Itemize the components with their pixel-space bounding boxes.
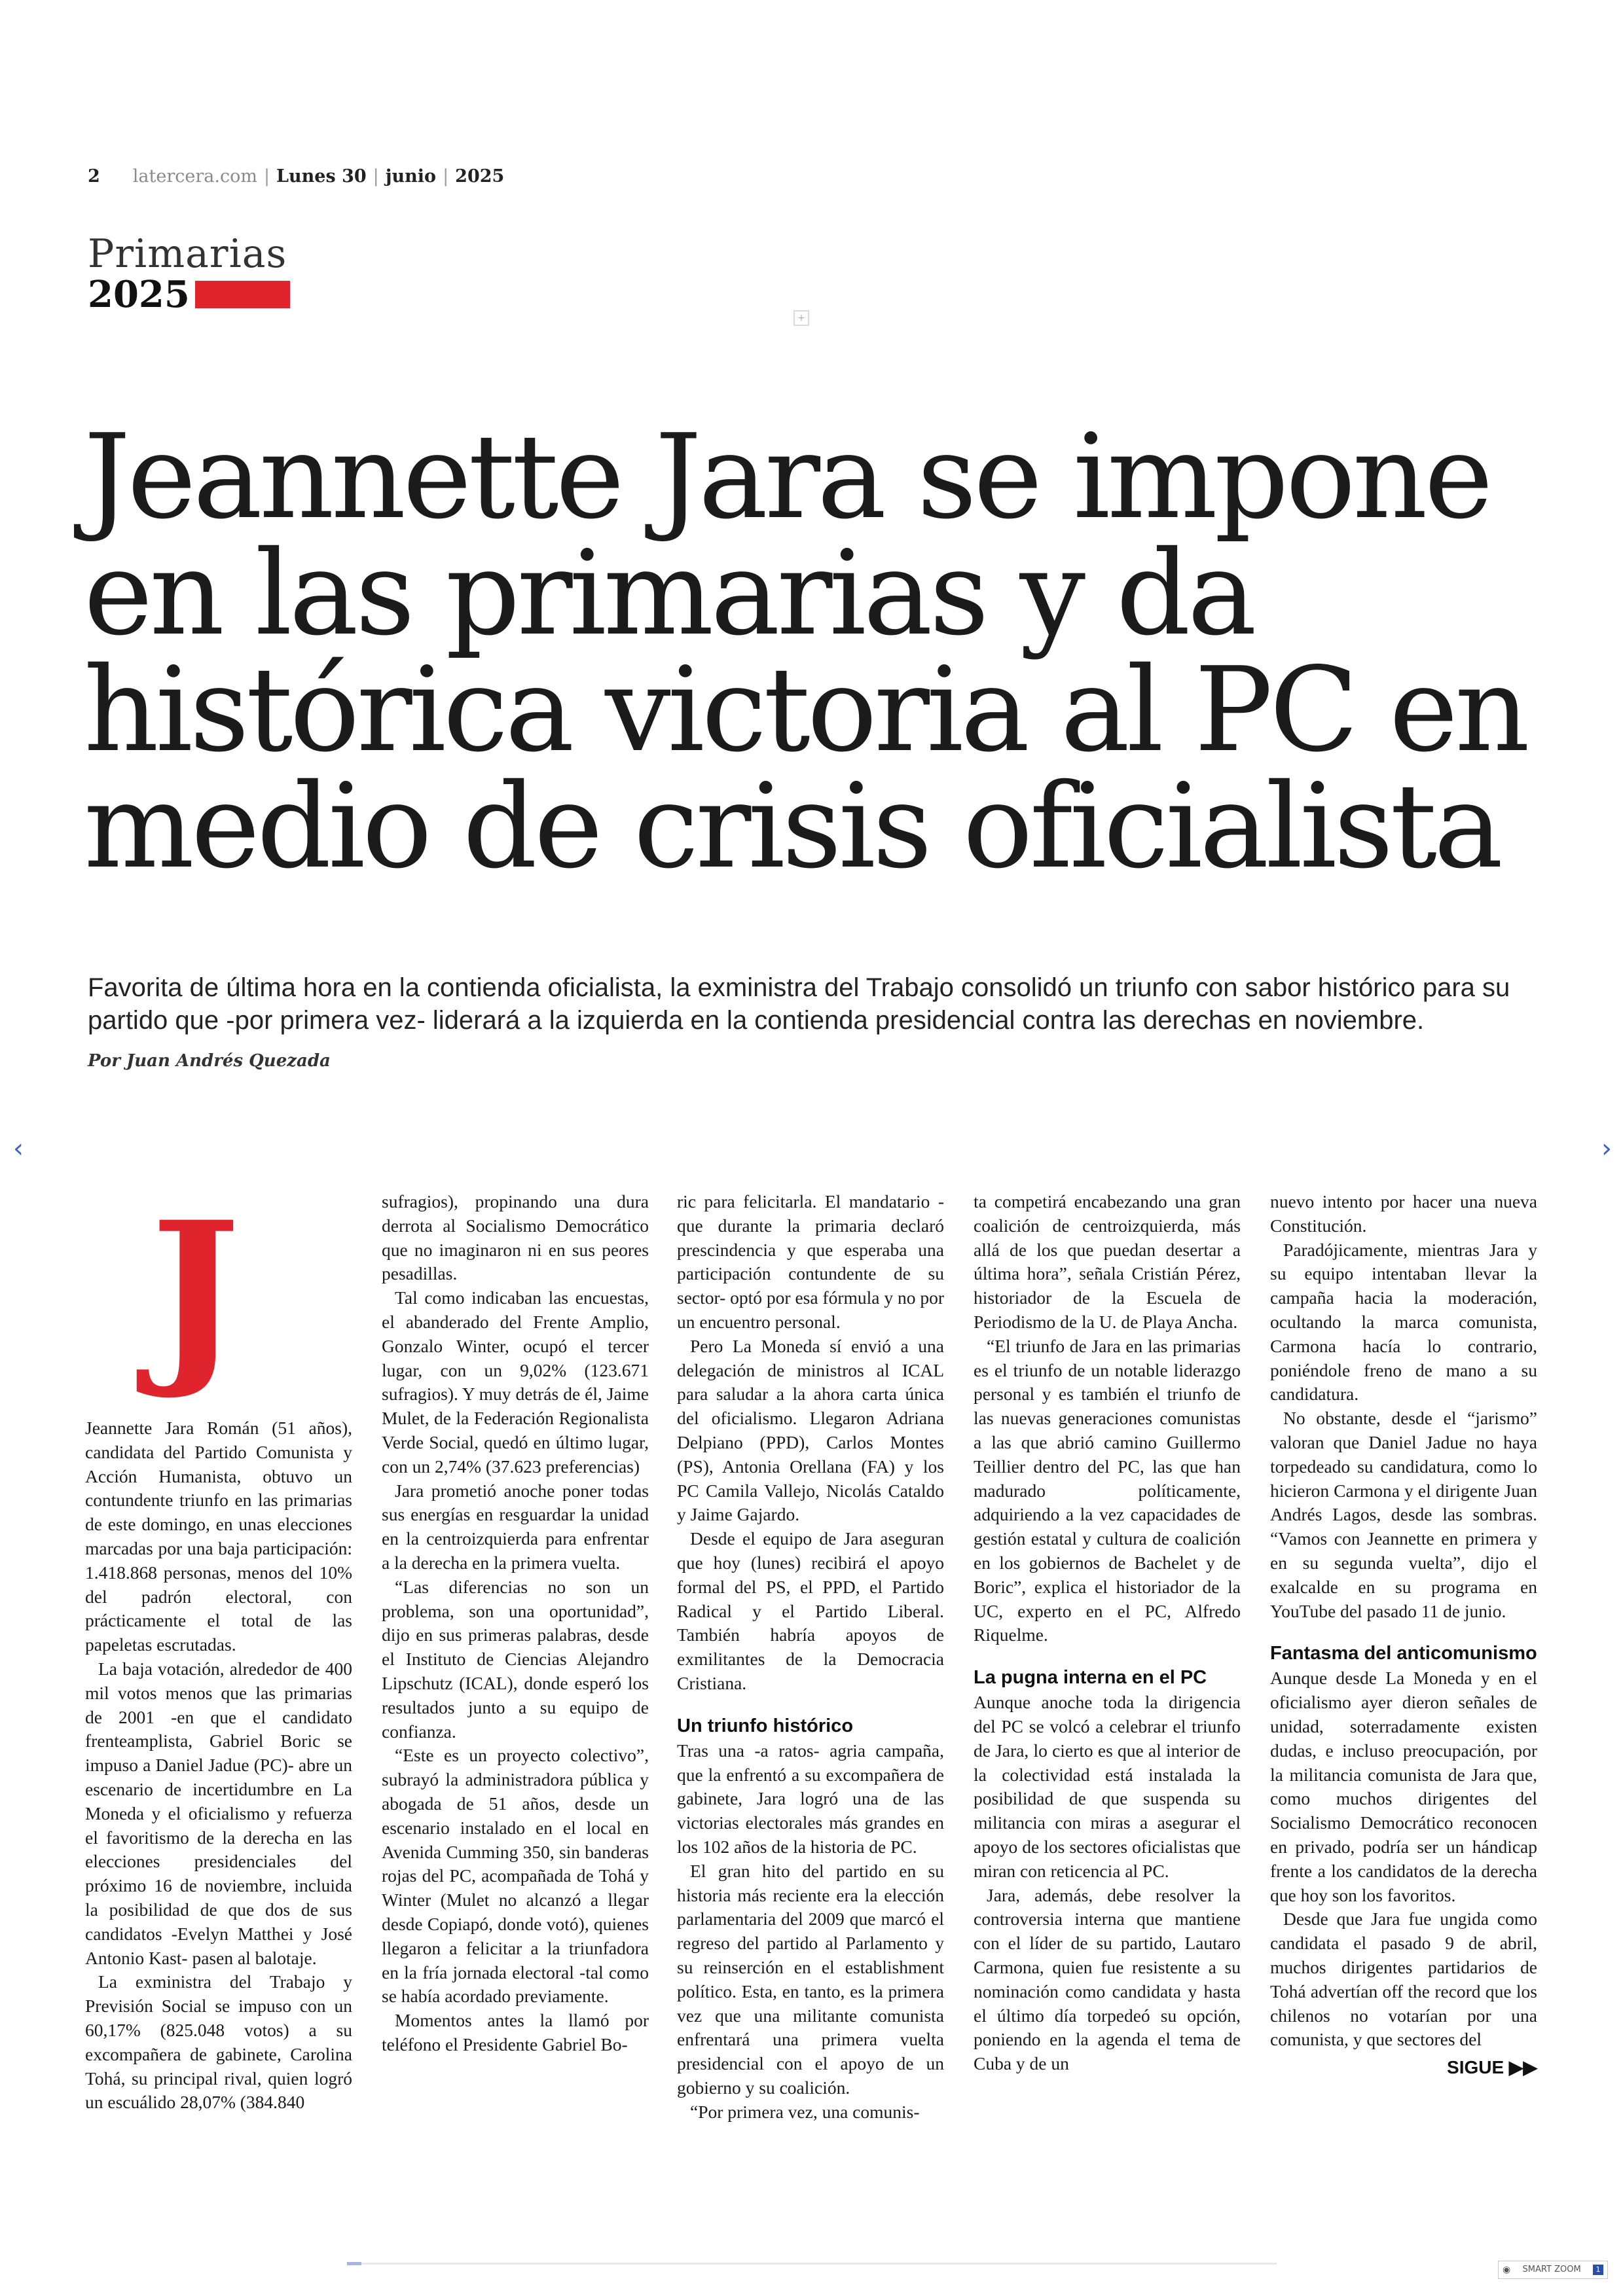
paragraph: ta competirá encabezando una gran coalición de centroizquierda, más allá de los que puedan desertar a última hora”, señala Cristián Pérez, historiador de la Escuela de Periodismo de la U. de Playa Ancha.	[974, 1191, 1241, 1332]
section-word: Primarias	[88, 231, 287, 277]
folio-line: 2 latercera.com | Lunes 30 | junio | 2025	[88, 166, 505, 187]
plus-icon[interactable]: +	[793, 310, 809, 326]
article-column-4	[974, 1190, 1241, 2076]
paragraph: Jeannette Jara Román (51 años), candidata del Partido Comunista y Acción Humanista, obtuvo un contundente triunfo en las primarias de este domingo, en unas elecciones marcadas por una baja participación: 1.418.868 personas, menos del 10% del padrón electoral, con prácticamente el total de las papeletas escrutadas.	[85, 1418, 352, 1655]
paragraph: Aunque desde La Moneda y en el oficialismo ayer dieron señales de unidad, soterradamente existen dudas, e incluso preocupación, por la militancia comunista de Jara que, como muchos dirigentes del Socialismo Democrático reconocen en privado, podría ser un hándicap frente a los candidatos de la derecha que hoy son los favoritos.	[1270, 1668, 1537, 1905]
page-number: 2	[88, 166, 100, 187]
paragraph: sufragios), propinando una dura derrota al Socialismo Democrático que no imaginaron ni en sus peores pesadillas.	[382, 1191, 649, 1284]
article-column-1	[85, 1181, 352, 2115]
paragraph: Tras una -a ratos- agria campaña, que la enfrentó a su excompañera de gabinete, Jara logró una de las victorias electorales más grandes en los 102 años de la historia de PC.	[677, 1740, 944, 1857]
article-column-2	[382, 1190, 649, 2057]
paragraph: Jara prometió anoche poner todas sus energías en resguardar la unidad en la centroizquierda para enfrentar a la derecha en la primera vuelta.	[382, 1480, 649, 1573]
scrollbar-thumb[interactable]	[347, 2262, 361, 2265]
paragraph: Momentos antes la llamó por teléfono el Presidente Gabriel Bo-	[382, 2010, 649, 2054]
chevron-left-icon[interactable]: ‹	[13, 1134, 24, 1164]
paragraph: Pero La Moneda sí envió a una delegación de ministros al ICAL para saludar a la ahora carta única del oficialismo. Llegaron Adriana Delpiano (PPD), Carlos Montes (PS), Antonia Orellana (FA) y los PC Camila Vallejo, Nicolás Cataldo y Jaime Gajardo.	[677, 1335, 944, 1525]
chevron-right-icon[interactable]: ›	[1601, 1134, 1612, 1164]
byline: Por Juan Andrés Quezada	[88, 1051, 331, 1071]
eye-icon: ◉	[1503, 2265, 1511, 2275]
continue-link[interactable]: SIGUE ▶▶	[1447, 2057, 1537, 2078]
paragraph: La exministra del Trabajo y Previsión Social se impuso con un 60,17% (825.048 votos) a su excompañera de gabinete, Carolina Tohá, su principal rival, quien logró un escuálido 28,07% (384.840	[85, 1971, 352, 2113]
article-column-5	[1270, 1190, 1537, 2079]
paragraph: No obstante, desde el “jarismo” valoran que Daniel Jadue no haya torpedeado su candidatura, como lo hicieron Carmona y el dirigente Juan Andrés Lagos, desde las sombras. “Vamos con Jeannette en primera y en su segunda vuelta”, dijo el exalcalde en su programa en YouTube del pasado 11 de junio.	[1270, 1408, 1537, 1621]
headline: Jeannette Jara se impone en las primarias y da histórica victoria al PC en medio de crisis oficialista	[84, 409, 1527, 894]
page-scrollbar[interactable]	[347, 2263, 1277, 2265]
site-name: latercera.com	[132, 166, 257, 187]
date-month: junio	[385, 166, 437, 187]
paragraph: ric para felicitarla. El mandatario -que durante la primaria declaró prescindencia y que esperaba una participación contundente de su sector- optó por esa fórmula y no por un encuentro personal.	[677, 1191, 945, 1332]
paragraph: “Por primera vez, una comunis-	[690, 2101, 920, 2122]
smart-zoom-button[interactable]	[1498, 2261, 1608, 2279]
paragraph: La baja votación, alrededor de 400 mil votos menos que las primarias de 2001 -en que el candidato frenteamplista, Gabriel Boric se impuso a Daniel Jadue (PC)- abre un escenario de incertidumbre en La Moneda y el oficialismo y refuerza el favoritismo de la derecha en las elecciones presidenciales del próximo 16 de noviembre, incluida la posibilidad de que dos de sus candidatos -Evelyn Matthei y José Antonio Kast- pasen al balotaje.	[85, 1658, 352, 1968]
paragraph: Aunque anoche toda la dirigencia del PC se volcó a celebrar el triunfo de Jara, lo cierto es que al interior de la colectividad está instalada la posibilidad de que suspenda su militancia con miras a asegurar el apoyo de los sectores oficialistas que miran con reticencia al PC.	[974, 1692, 1241, 1881]
smart-zoom-label: SMART ZOOM	[1522, 2265, 1581, 2274]
paragraph: Tal como indicaban las encuestas, el abanderado del Frente Amplio, Gonzalo Winter, ocupó el tercer lugar, con un 9,02% (123.671 sufragios). Y muy detrás de él, Jaime Mulet, de la Federación Regionalista Verde Social, quedó en último lugar, con un 2,74% (37.623 preferencias)	[382, 1287, 649, 1477]
subhead: Favorita de última hora en la contienda oficialista, la exministra del Trabajo consolidó un triunfo con sabor histórico para su partido que -por primera vez- liderará a la izquierda en la contienda presidencial contra las derechas en noviembre.	[88, 973, 1510, 1035]
date-day: Lunes 30	[276, 166, 367, 187]
page-badge: 1	[1593, 2265, 1603, 2275]
subheading: La pugna interna en el PC	[974, 1667, 1207, 1689]
paragraph: “Las diferencias no son un problema, son una oportunidad”, dijo en sus primeras palabras, desde el Instituto de Ciencias Alejandro Lipschutz (ICAL), donde esperó los resultados junto a su equipo de confianza.	[382, 1576, 649, 1742]
drop-cap: J	[151, 1181, 241, 1403]
paragraph: nuevo intento por hacer una nueva Constitución.	[1270, 1191, 1537, 1236]
section-red-bar	[195, 281, 290, 308]
paragraph: Jara, además, debe resolver la controversia interna que mantiene con el líder de su partido, Lautaro Carmona, quien fue resistente a su nominación como candidata y hasta el último día torpedeó su opción, poniendo en la agenda el tema de Cuba y de un	[974, 1884, 1241, 2074]
subheading: Un triunfo histórico	[677, 1715, 854, 1736]
section-kicker	[88, 230, 290, 314]
paragraph: “El triunfo de Jara en las primarias es el triunfo de un notable liderazgo personal y es también el triunfo de las nuevas generaciones comunistas a las que abrió camino Guillermo Teillier dentro del PC, las que han madurado políticamente, adquiriendo a la vez capacidades de gestión estatal y cultura de coalición en los gobiernos de Bachelet y de Boric”, explica el historiador de la UC, experto en el PC, Alfredo Riquelme.	[974, 1335, 1241, 1645]
paragraph: Desde el equipo de Jara aseguran que hoy (lunes) recibirá el apoyo formal del PS, el PPD, el Partido Radical y el Partido Liberal. También habría apoyos de exmilitantes de la Democracia Cristiana.	[677, 1528, 944, 1693]
section-year: 2025	[88, 273, 190, 316]
paragraph: “Este es un proyecto colectivo”, subrayó la administradora pública y abogada de 51 años, desde un escenario instalado en el local en Avenida Cumming 350, sin banderas rojas del PC, acompañada de Tohá y Winter (Mulet no alcanzó a llegar desde Copiapó, donde votó), quienes llegaron a felicitar a la triunfadora en la fría jornada electoral -tal como se había acordado previamente.	[382, 1745, 649, 2007]
paragraph: El gran hito del partido en su historia más reciente era la elección parlamentaria del 2009 que marcó el regreso del partido al Parlamento y su reinserción en el establishment político. Esta, en tanto, es la primera vez que una militante comunista enfrentará una primera vuelta presidencial con el apoyo de un gobierno y su coalición.	[677, 1860, 944, 2098]
date-year: 2025	[455, 166, 505, 187]
article-column-3	[677, 1190, 944, 2124]
paragraph: Desde que Jara fue ungida como candidata el pasado 9 de abril, muchos dirigentes partidarios de Tohá advertían off the record que los chilenos no votarían por una comunista, y que sectores del	[1270, 1909, 1537, 2050]
subheading: Fantasma del anticomunismo	[1270, 1643, 1537, 1664]
paragraph: Paradójicamente, mientras Jara y su equipo intentaban llevar la campaña hacia la moderación, ocultando la marca comunista, Carmona hacía lo contrario, poniéndole freno de mano a su candidatura.	[1270, 1239, 1537, 1405]
